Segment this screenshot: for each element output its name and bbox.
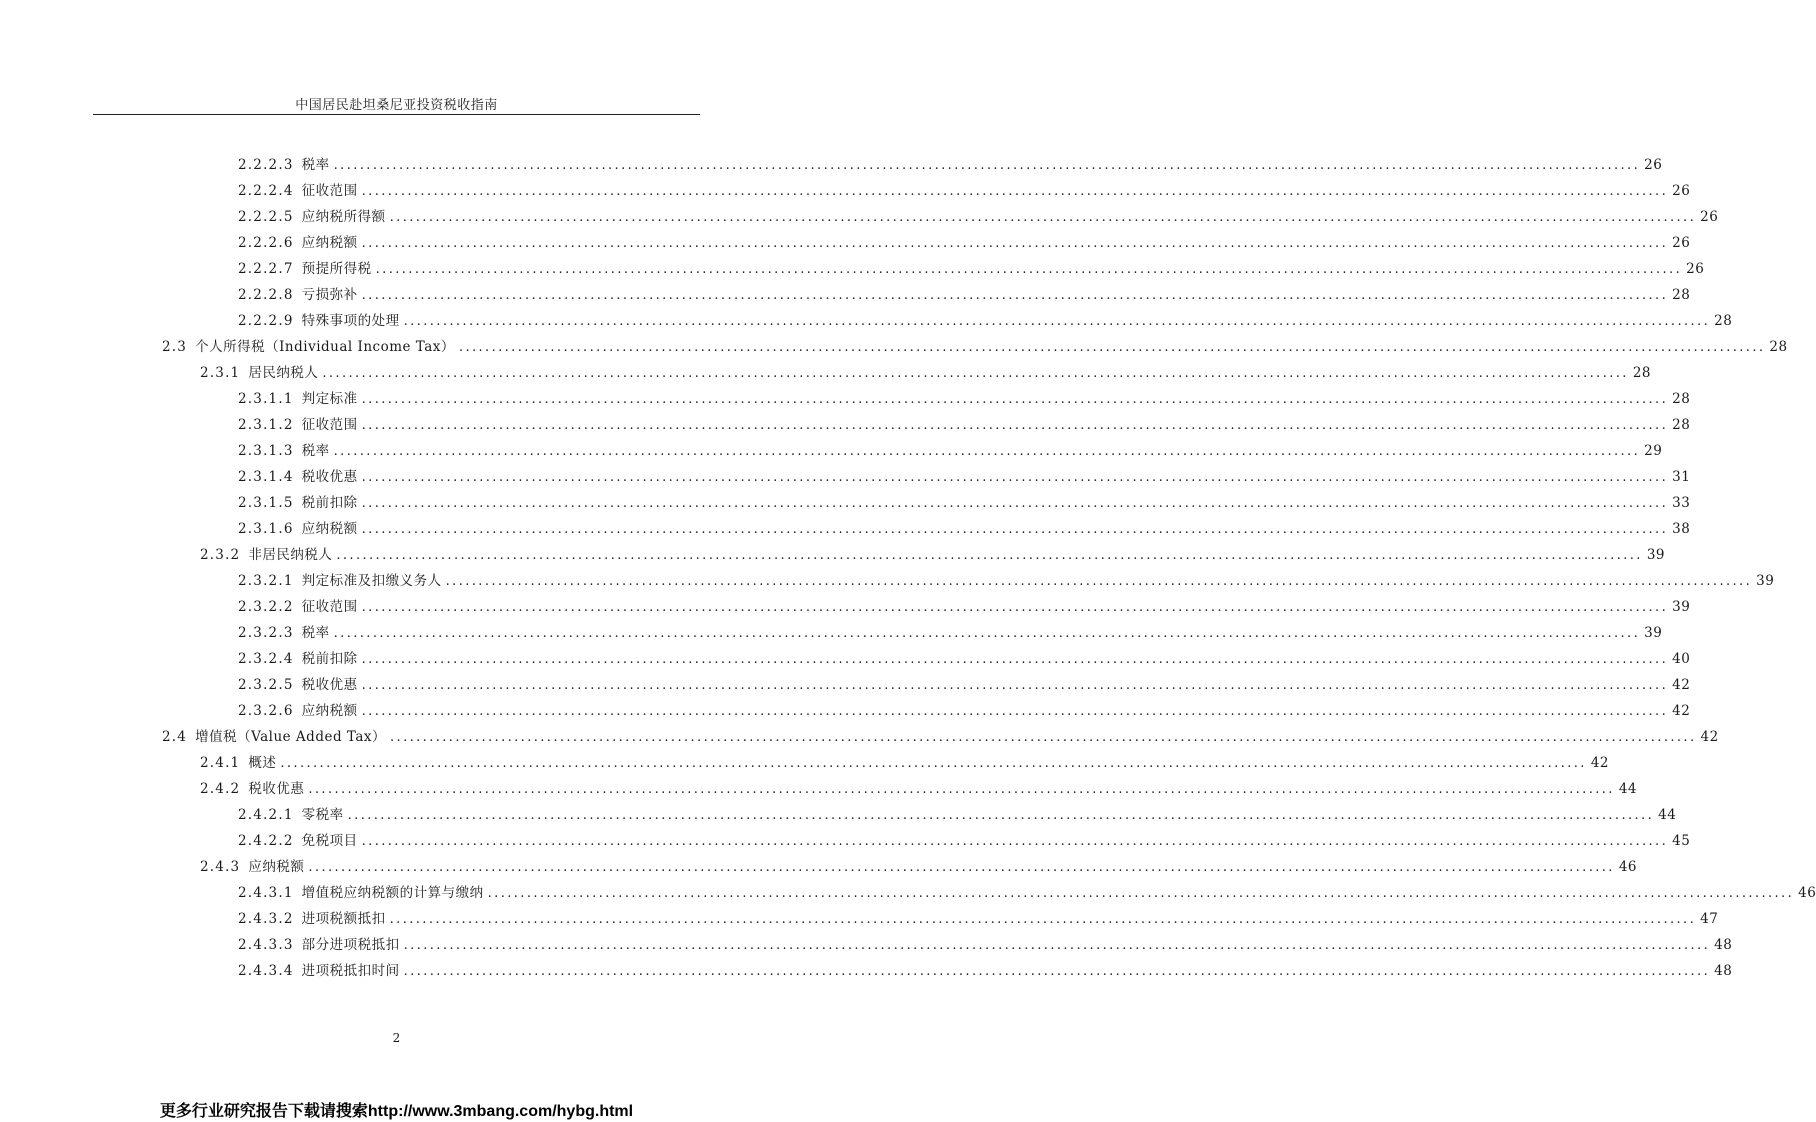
- toc-entry-number: 2.4.2.1: [238, 807, 294, 823]
- toc-leader-dots: ........................................................................................................................................................................................................: [458, 340, 1766, 355]
- toc-entry-page: 28: [1672, 417, 1691, 433]
- toc-entry-title: 增值税（Value Added Tax）: [195, 729, 387, 745]
- toc-entry-number: 2.4.3: [200, 859, 241, 875]
- toc-leader-dots: ........................................................................................................................................................................................................: [361, 496, 1669, 511]
- toc-entry-title: 应纳税额: [301, 235, 358, 251]
- toc-entry[interactable]: [238, 387, 1691, 407]
- toc-entry-number: 2.4.1: [200, 755, 241, 771]
- toc-entry-number: 2.2.2.8: [238, 287, 294, 303]
- toc-entry-page: 47: [1700, 911, 1719, 927]
- toc-entry-number: 2.2.2.9: [238, 313, 294, 329]
- toc-entry[interactable]: [238, 621, 1663, 641]
- toc-entry[interactable]: [238, 517, 1691, 537]
- toc-entry-title: 应纳税额: [301, 521, 358, 537]
- toc-entry[interactable]: [238, 647, 1691, 667]
- toc-leader-dots: ........................................................................................................................................................................................................: [361, 288, 1669, 303]
- toc-entry-number: 2.4.2.2: [238, 833, 294, 849]
- toc-leader-dots: ........................................................................................................................................................................................................: [322, 366, 1629, 381]
- toc-leader-dots: ........................................................................................................................................................................................................: [361, 600, 1669, 615]
- toc-leader-dots: ........................................................................................................................................................................................................: [361, 184, 1669, 199]
- toc-entry[interactable]: [200, 751, 1610, 771]
- toc-entry-number: 2.3.2.4: [238, 651, 294, 667]
- toc-entry-page: 26: [1700, 209, 1719, 225]
- toc-entry-title: 应纳税额: [301, 703, 358, 719]
- toc-leader-dots: ........................................................................................................................................................................................................: [347, 808, 1655, 823]
- toc-entry-page: 28: [1672, 391, 1691, 407]
- toc-leader-dots: ........................................................................................................................................................................................................: [361, 236, 1669, 251]
- toc-entry-number: 2.3.2.6: [238, 703, 294, 719]
- footer-ad-link[interactable]: 更多行业研究报告下载请搜索http://www.3mbang.com/hybg.html: [159, 1103, 634, 1120]
- toc-entry[interactable]: [238, 829, 1691, 849]
- toc-leader-dots: ........................................................................................................................................................................................................: [361, 652, 1669, 667]
- toc-entry-page: 46: [1798, 885, 1816, 901]
- toc-entry-page: 26: [1686, 261, 1705, 277]
- toc-entry-number: 2.3.2.3: [238, 625, 294, 641]
- toc-leader-dots: ........................................................................................................................................................................................................: [403, 314, 1711, 329]
- toc-entry[interactable]: [238, 881, 1816, 901]
- toc-entry[interactable]: [162, 335, 1788, 355]
- running-header: 中国居民赴坦桑尼亚投资税收指南: [295, 98, 498, 113]
- toc-entry-page: 42: [1700, 729, 1719, 745]
- toc-entry-page: 38: [1672, 521, 1691, 537]
- toc-leader-dots: ........................................................................................................................................................................................................: [361, 834, 1669, 849]
- toc-entry-page: 39: [1756, 573, 1775, 589]
- toc-leader-dots: ........................................................................................................................................................................................................: [445, 574, 1753, 589]
- toc-entry-title: 概述: [248, 755, 277, 771]
- toc-entry-number: 2.3.1.2: [238, 417, 294, 433]
- toc-entry-title: 个人所得税（Individual Income Tax）: [195, 339, 455, 355]
- toc-entry-title: 税率: [301, 157, 330, 173]
- toc-entry[interactable]: [238, 959, 1733, 979]
- toc-entry-title: 税收优惠: [248, 781, 305, 797]
- toc-leader-dots: ........................................................................................................................................................................................................: [336, 548, 1643, 563]
- toc-entry[interactable]: [238, 491, 1691, 511]
- header-rule: [93, 114, 700, 115]
- toc-entry-page: 42: [1672, 677, 1691, 693]
- toc-entry-page: 33: [1672, 495, 1691, 511]
- toc-entry[interactable]: [200, 543, 1666, 563]
- toc-entry-number: 2.3.1.4: [238, 469, 294, 485]
- toc-entry-number: 2.3.1.3: [238, 443, 294, 459]
- toc-entry-number: 2.4.3.1: [238, 885, 294, 901]
- toc-entry[interactable]: [238, 153, 1663, 173]
- toc-leader-dots: ........................................................................................................................................................................................................: [308, 860, 1615, 875]
- toc-leader-dots: ........................................................................................................................................................................................................: [308, 782, 1615, 797]
- toc-entry-number: 2.3.1.1: [238, 391, 294, 407]
- toc-entry-page: 39: [1646, 547, 1666, 563]
- toc-leader-dots: ........................................................................................................................................................................................................: [361, 392, 1669, 407]
- toc-entry-number: 2.3.1: [200, 365, 241, 381]
- toc-entry[interactable]: [238, 283, 1691, 303]
- toc-entry-page: 48: [1714, 963, 1733, 979]
- toc-entry-page: 48: [1714, 937, 1733, 953]
- toc-entry-title: 税率: [301, 625, 330, 641]
- toc-entry-title: 部分进项税抵扣: [301, 937, 400, 953]
- toc-entry[interactable]: [238, 465, 1691, 485]
- toc-entry[interactable]: [238, 933, 1733, 953]
- toc-entry-page: 28: [1672, 287, 1691, 303]
- toc-entry-number: 2.2.2.7: [238, 261, 294, 277]
- toc-entry-page: 31: [1672, 469, 1691, 485]
- toc-entry-number: 2.3.2.5: [238, 677, 294, 693]
- toc-entry-page: 28: [1714, 313, 1733, 329]
- toc-entry-number: 2.3.2: [200, 547, 241, 563]
- toc-entry-page: 29: [1644, 443, 1663, 459]
- toc-entry-page: 39: [1644, 625, 1663, 641]
- toc-entry[interactable]: [238, 595, 1691, 615]
- toc-leader-dots: ........................................................................................................................................................................................................: [333, 626, 1641, 641]
- toc-entry-title: 判定标准及扣缴义务人: [301, 573, 442, 589]
- toc-entry-title: 居民纳税人: [248, 365, 319, 381]
- toc-entry[interactable]: [238, 699, 1691, 719]
- toc-entry-number: 2.4.3.4: [238, 963, 294, 979]
- toc-leader-dots: ........................................................................................................................................................................................................: [361, 418, 1669, 433]
- toc-entry-title: 零税率: [301, 807, 344, 823]
- toc-entry-title: 征收范围: [301, 417, 358, 433]
- toc-entry-page: 44: [1618, 781, 1638, 797]
- toc-entry-title: 预提所得税: [301, 261, 372, 277]
- toc-entry-page: 26: [1672, 183, 1691, 199]
- toc-entry[interactable]: [238, 257, 1705, 277]
- toc-leader-dots: ........................................................................................................................................................................................................: [361, 678, 1669, 693]
- toc-entry[interactable]: [238, 907, 1719, 927]
- toc-entry[interactable]: [238, 179, 1691, 199]
- toc-leader-dots: ........................................................................................................................................................................................................: [361, 522, 1669, 537]
- toc-entry-number: 2.2.2.6: [238, 235, 294, 251]
- toc-entry-page: 44: [1658, 807, 1677, 823]
- toc-entry[interactable]: [162, 725, 1719, 745]
- toc-entry-number: 2.4.3.3: [238, 937, 294, 953]
- toc-leader-dots: ........................................................................................................................................................................................................: [389, 210, 1697, 225]
- toc-entry-number: 2.2.2.3: [238, 157, 294, 173]
- toc-entry-title: 应纳税所得额: [301, 209, 386, 225]
- toc-entry-number: 2.3: [162, 339, 188, 355]
- toc-entry-title: 特殊事项的处理: [301, 313, 400, 329]
- toc-leader-dots: ........................................................................................................................................................................................................: [333, 444, 1641, 459]
- toc-entry[interactable]: [238, 309, 1733, 329]
- toc-entry-page: 40: [1672, 651, 1691, 667]
- toc-entry-number: 2.4.3.2: [238, 911, 294, 927]
- toc-leader-dots: ........................................................................................................................................................................................................: [361, 704, 1669, 719]
- toc-entry-title: 税前扣除: [301, 651, 358, 667]
- toc-entry-title: 进项税抵扣时间: [301, 963, 400, 979]
- toc-entry[interactable]: [238, 803, 1677, 823]
- toc-entry-page: 46: [1618, 859, 1638, 875]
- toc-entry-title: 判定标准: [301, 391, 358, 407]
- toc-entry-page: 45: [1672, 833, 1691, 849]
- toc-entry[interactable]: [238, 673, 1691, 693]
- toc-entry-title: 税率: [301, 443, 330, 459]
- toc-entry-page: 42: [1590, 755, 1610, 771]
- toc-entry-title: 税前扣除: [301, 495, 358, 511]
- toc-entry-title: 应纳税额: [248, 859, 305, 875]
- toc-entry-title: 亏损弥补: [301, 287, 358, 303]
- toc-entry-title: 免税项目: [301, 833, 358, 849]
- toc-entry-title: 征收范围: [301, 599, 358, 615]
- toc-leader-dots: ........................................................................................................................................................................................................: [403, 964, 1711, 979]
- toc-entry-page: 28: [1769, 339, 1788, 355]
- toc-entry-page: 42: [1672, 703, 1691, 719]
- toc-entry-title: 税收优惠: [301, 677, 358, 693]
- toc-entry[interactable]: [238, 569, 1775, 589]
- toc-entry-number: 2.4: [162, 729, 188, 745]
- toc-entry-title: 非居民纳税人: [248, 547, 333, 563]
- toc-entry-title: 增值税应纳税额的计算与缴纳: [301, 885, 484, 901]
- toc-entry[interactable]: [200, 855, 1638, 875]
- toc-entry[interactable]: [238, 205, 1719, 225]
- toc-entry-page: 26: [1672, 235, 1691, 251]
- toc-entry-title: 进项税额抵扣: [301, 911, 386, 927]
- toc-entry-number: 2.3.2.2: [238, 599, 294, 615]
- toc-entry[interactable]: [238, 413, 1691, 433]
- toc-entry-number: 2.2.2.5: [238, 209, 294, 225]
- page-number: 2: [392, 1031, 401, 1045]
- toc-leader-dots: ........................................................................................................................................................................................................: [389, 912, 1697, 927]
- toc-entry[interactable]: [238, 439, 1663, 459]
- toc-entry-title: 征收范围: [301, 183, 358, 199]
- toc-entry-number: 2.3.2.1: [238, 573, 294, 589]
- toc-leader-dots: ........................................................................................................................................................................................................: [390, 730, 1697, 745]
- toc-leader-dots: ........................................................................................................................................................................................................: [375, 262, 1683, 277]
- toc-entry-number: 2.2.2.4: [238, 183, 294, 199]
- toc-leader-dots: ........................................................................................................................................................................................................: [280, 756, 1587, 771]
- toc-leader-dots: ........................................................................................................................................................................................................: [333, 158, 1641, 173]
- toc-entry[interactable]: [200, 361, 1652, 381]
- toc-entry-number: 2.3.1.5: [238, 495, 294, 511]
- toc-entry-number: 2.4.2: [200, 781, 241, 797]
- toc-entry[interactable]: [238, 231, 1691, 251]
- toc-entry-page: 28: [1632, 365, 1652, 381]
- toc-entry-page: 39: [1672, 599, 1691, 615]
- toc-leader-dots: ........................................................................................................................................................................................................: [487, 886, 1795, 901]
- toc-leader-dots: ........................................................................................................................................................................................................: [403, 938, 1711, 953]
- toc-entry[interactable]: [200, 777, 1638, 797]
- toc-entry-number: 2.3.1.6: [238, 521, 294, 537]
- toc-entry-title: 税收优惠: [301, 469, 358, 485]
- toc-leader-dots: ........................................................................................................................................................................................................: [361, 470, 1669, 485]
- toc-entry-page: 26: [1644, 157, 1663, 173]
